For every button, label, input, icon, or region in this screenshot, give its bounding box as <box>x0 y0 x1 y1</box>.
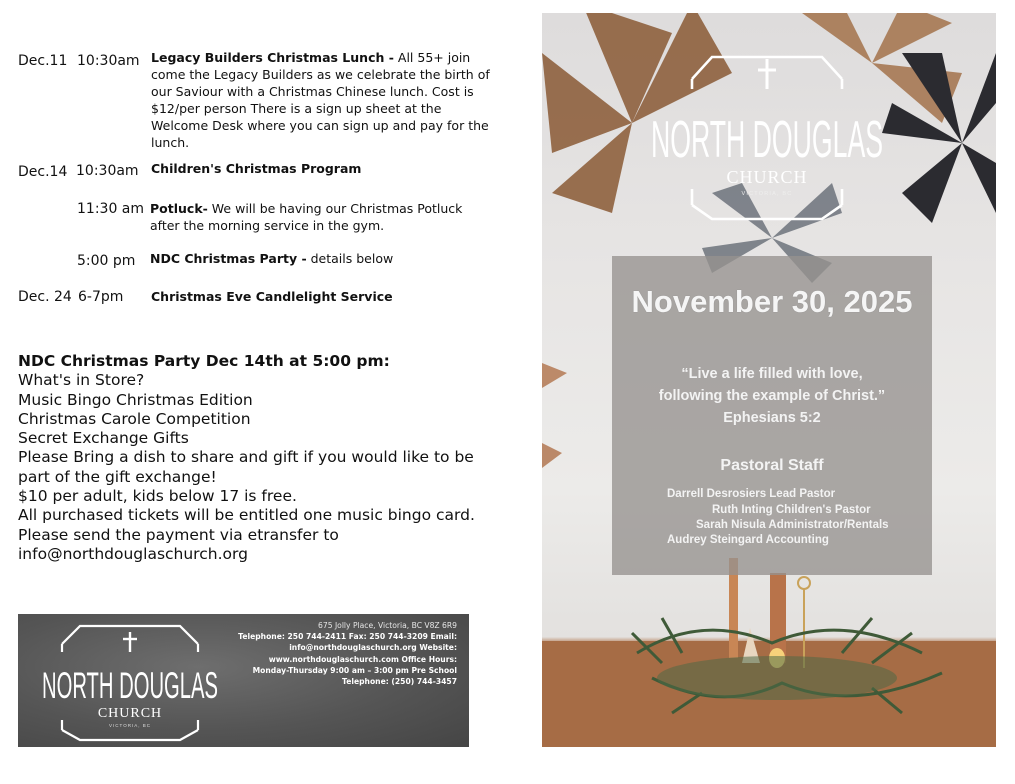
contact-line: Telephone: 250 744-2411 Fax: 250 744-3209 Email: <box>238 632 457 642</box>
party-line: $10 per adult, kids below 17 is free. <box>18 487 297 506</box>
party-line: Music Bingo Christmas Edition <box>18 390 253 409</box>
logo-church: CHURCH <box>97 706 163 721</box>
church-logo-cover <box>642 39 892 229</box>
event-text: All 55+ join come the Legacy Builders as we celebrate the birth of our Saviour with a Christmas Chinese lunch. Cost is $12/per person There is a sign up sheet at the Welcome Desk where you can sign up and pay for the lunch. <box>151 50 490 150</box>
staff-member: Ruth Inting Children's Pastor <box>712 504 871 516</box>
event-time: 5:00 pm <box>77 253 136 269</box>
staff-member: Sarah Nisula Administrator/Rentals <box>696 519 889 531</box>
event-time: 10:30am <box>76 163 139 179</box>
event-date: Dec.14 <box>18 164 68 180</box>
logo-city: VICTORIA, BC <box>741 191 793 197</box>
event-time: 10:30am <box>77 53 140 69</box>
contact-info <box>187 620 457 687</box>
verse-reference: Ephesians 5:2 <box>723 410 821 426</box>
event-title: Christmas Eve Candlelight Service <box>151 289 393 304</box>
logo-church: CHURCH <box>726 167 808 187</box>
contact-line: www.northdouglaschurch.com Office Hours: <box>268 654 457 664</box>
bulletin-date: November 30, 2025 <box>631 284 913 319</box>
event-text: details below <box>306 251 394 266</box>
event-title: Legacy Builders Christmas Lunch - <box>151 50 394 65</box>
bulletin-info-panel <box>612 256 932 575</box>
party-line: What's in Store? <box>18 371 145 390</box>
event-title: Potluck- <box>150 201 208 216</box>
staff-member: Darrell Desrosiers Lead Pastor <box>667 488 836 500</box>
party-line: Please Bring a dish to share and gift if you would like to be part of the gift exchange! <box>18 448 474 486</box>
event-text: We will be having our Christmas Potluck after the morning service in the gym. <box>150 201 463 233</box>
event-title: NDC Christmas Party - <box>150 251 307 266</box>
cross-icon <box>758 59 776 89</box>
party-line: Christmas Carole Competition <box>18 409 251 428</box>
event-description <box>151 288 496 305</box>
cover-page <box>542 13 996 747</box>
contact-box <box>18 614 469 747</box>
event-description <box>150 200 495 234</box>
contact-address: 675 Jolly Place, Victoria, BC V8Z 6R9 <box>318 621 457 630</box>
contact-line: info@northdouglaschurch.org Website: <box>289 643 457 653</box>
event-date: Dec. 24 <box>18 289 72 305</box>
contact-line: Telephone: (250) 744-3457 <box>342 677 457 687</box>
contact-line: Monday-Thursday 9:00 am – 3:00 pm Pre School <box>252 665 457 675</box>
party-line: All purchased tickets will be entitled one music bingo card. <box>18 506 475 525</box>
verse-line: following the example of Christ.” <box>658 388 886 404</box>
party-details <box>18 352 508 564</box>
staff-heading: Pastoral Staff <box>720 457 824 474</box>
event-description <box>151 160 496 177</box>
logo-name: NORTH DOUGLAS <box>42 665 218 706</box>
event-title: Children's Christmas Program <box>151 161 362 176</box>
party-heading: NDC Christmas Party Dec 14th at 5:00 pm: <box>18 352 390 370</box>
paper-star-brown-side <box>542 363 567 468</box>
event-description <box>151 49 496 151</box>
party-line: Please send the payment via etransfer to info@northdouglaschurch.org <box>18 525 339 563</box>
event-date: Dec.11 <box>18 53 68 69</box>
cross-icon <box>123 632 137 652</box>
staff-member: Audrey Steingard Accounting <box>667 534 829 546</box>
event-time: 6-7pm <box>78 289 124 305</box>
event-time: 11:30 am <box>77 201 145 217</box>
party-line: Secret Exchange Gifts <box>18 429 189 448</box>
verse-line: “Live a life filled with love, <box>681 366 863 382</box>
logo-name: NORTH DOUGLAS <box>651 111 883 169</box>
event-description <box>150 250 495 267</box>
logo-city: VICTORIA, BC <box>109 723 151 728</box>
